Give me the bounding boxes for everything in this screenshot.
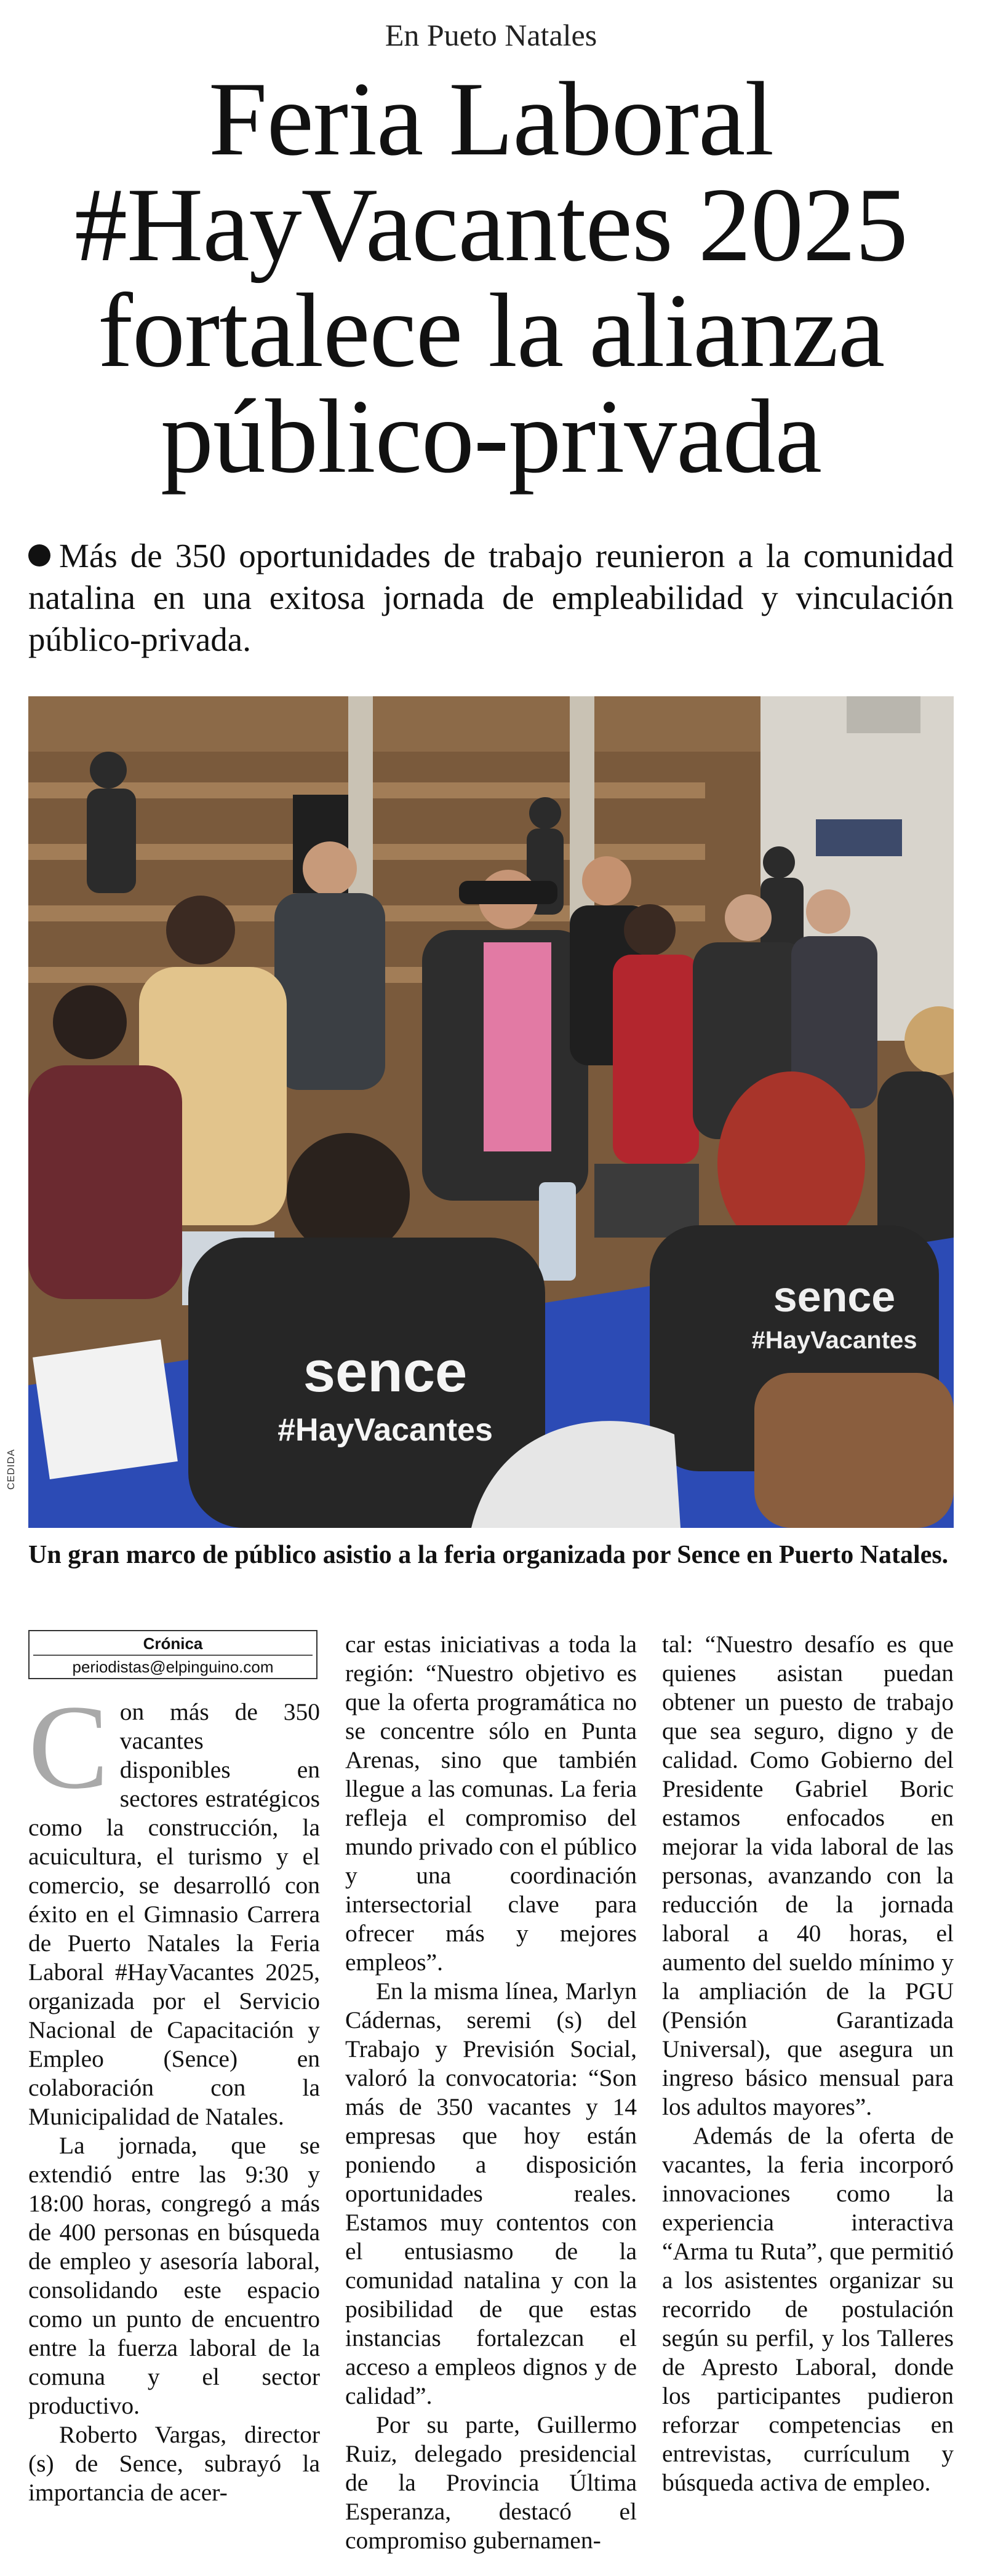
bullet-icon — [28, 544, 50, 566]
lead-text: Más de 350 oportunidades de trabajo reunieron a la comunidad natalina en una exitosa jornada de empleabilidad y vinculación público-privada. — [28, 537, 954, 658]
paragraph: En la misma línea, Marlyn Cádernas, seremi (s) del Trabajo y Previsión Social, valoró la convocatoria: “Son más de 350 vacantes y 14 empresas que hoy están poniendo a disposición oportunidades reales. Estamos muy contentos con el entusiasmo de la comunidad natalina y con la posibilidad de que estas instancias fortalezcan el acceso a empleos dignos y de calidad”. — [345, 1978, 637, 2409]
headline — [18, 61, 964, 495]
shirt-logo-man: sence — [303, 1339, 468, 1404]
paragraph: Además de la oferta de vacantes, la feria incorporó innovaciones como la experiencia interactiva “Arma tu Ruta”, que permitió a los asistentes organizar su recorrido de postulación según su perfil, y los Talleres de Apresto Laboral, donde los participantes pudieron reforzar competencias en entrevistas, currículum y búsqueda activa de empleo. — [662, 2122, 954, 2496]
headline-line-1: Feria Laboral — [208, 61, 774, 178]
headline-line-3: fortalece la alianza — [97, 272, 885, 389]
paragraph: La jornada, que se extendió entre las 9:30 y 18:00 horas, congregó a más de 400 personas en búsqueda de empleo y asesoría laboral, consolidando este espacio como un punto de encuentro entre la fuerza laboral de la comuna y el sector productivo. — [28, 2132, 320, 2419]
lead-paragraph — [28, 535, 954, 661]
kicker: En Pueto Natales — [385, 18, 597, 52]
headline-line-4: público-privada — [161, 378, 821, 495]
photo-caption: Un gran marco de público asistio a la feria organizada por Sence en Puerto Natales. — [28, 1541, 949, 1569]
paragraph: Por su parte, Guillermo Ruiz, delegado presidencial de la Provincia Última Esperanza, destacó el compromiso gubernamen- — [345, 2411, 637, 2554]
shirt-logo-woman: sence — [773, 1273, 896, 1321]
column-1 — [28, 1630, 320, 2507]
section-label: Crónica — [33, 1632, 313, 1656]
shirt-tag-woman: #HayVacantes — [751, 1327, 917, 1354]
paragraph: tal: “Nuestro desafío es que quienes asistan puedan obtener un puesto de trabajo que sea seguro, digno y de calidad. Como Gobierno del Presidente Gabriel Boric estamos enfocados en mejorar la vida laboral de las personas, avanzando con la reducción de la jornada laboral a 40 horas, el aumento del sueldo mínimo y la ampliación de la PGU (Pensión Garantizada Universal), que asegura un ingreso básico mensual para los adultos mayores”. — [662, 1631, 954, 2120]
article-photo — [28, 696, 954, 1528]
headline-line-2: #HayVacantes 2025 — [74, 167, 908, 284]
paragraph — [28, 1680, 320, 2131]
photo-credit: CEDIDA — [6, 1449, 17, 1490]
shirt-tag-man: #HayVacantes — [277, 1412, 493, 1448]
author-email: periodistas@elpinguino.com — [72, 1658, 274, 1676]
paragraph: Roberto Vargas, director (s) de Sence, subrayó la importancia de acer- — [28, 2421, 320, 2506]
column-2 — [345, 1630, 637, 2555]
paragraph-text: on más de 350 vacantes disponibles en sectores estratégicos como la construcción, la acuicultura, el turismo y el comercio, se desarrolló con éxito en el Gimnasio Carrera de Puerto Natales la Feria Laboral #HayVacantes 2025, organizada por el Servicio Nacional de Capacitación y Empleo (Sence) en colaboración con la Municipalidad de Natales. — [28, 1698, 320, 2130]
article-body — [28, 1630, 954, 2559]
photo-illustration — [28, 696, 954, 1528]
drop-cap: C — [28, 1680, 109, 1814]
byline-box — [28, 1630, 317, 1679]
column-3 — [662, 1630, 954, 2497]
paragraph: car estas iniciativas a toda la región: “Nuestro objetivo es que la oferta programática no se concentre sólo en Punta Arenas, sino que también llegue a las comunas. La feria refleja el compromiso del mundo privado con el público y una coordinación intersectorial clave para ofrecer más y mejores empleos”. — [345, 1631, 637, 1976]
